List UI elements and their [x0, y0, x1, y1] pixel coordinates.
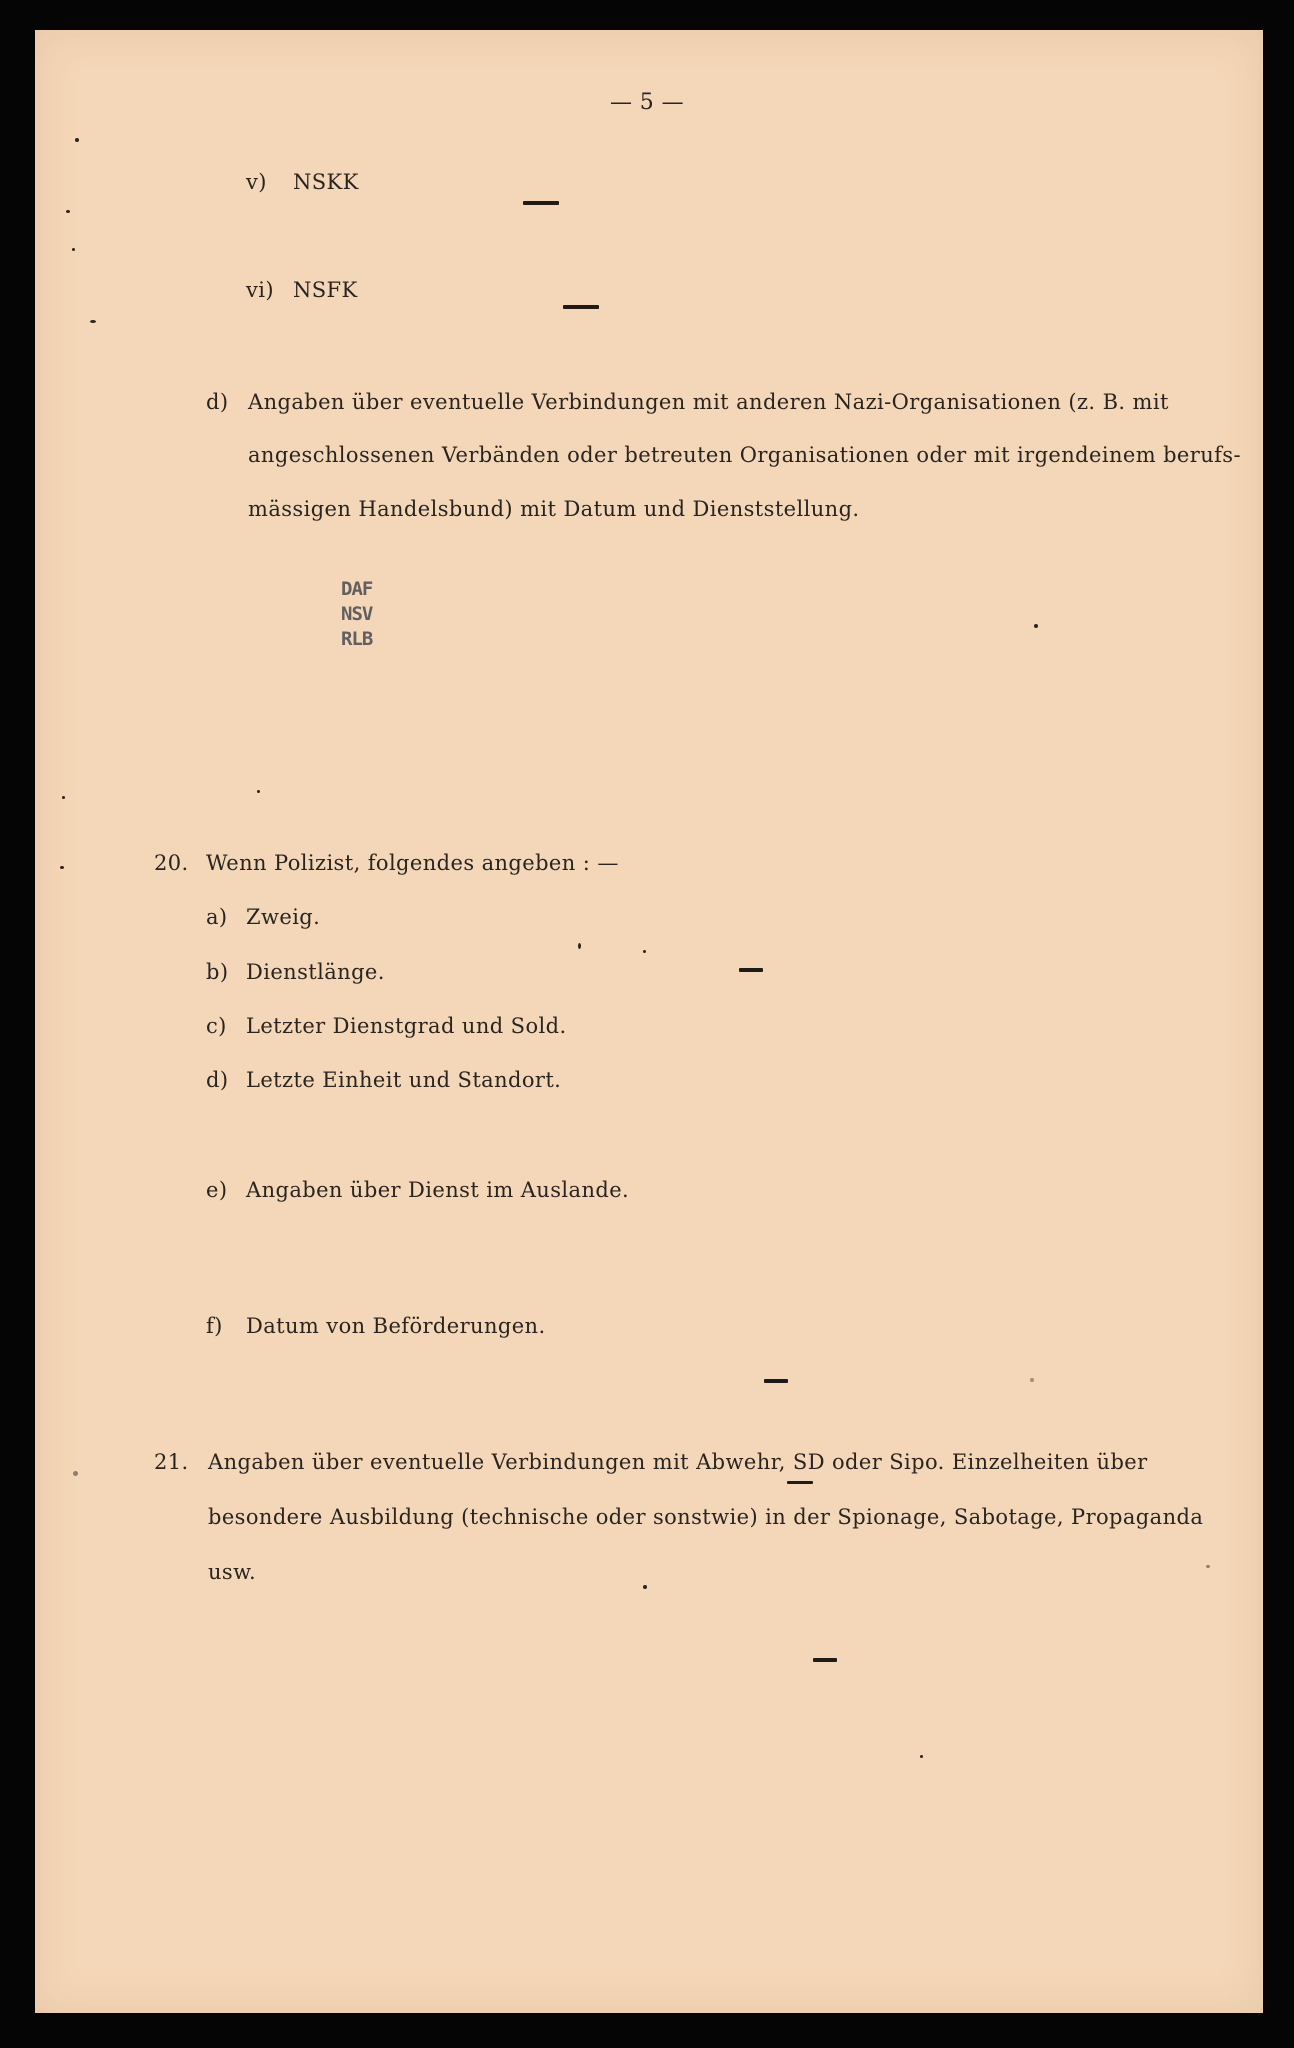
paper-speck [920, 1755, 923, 1758]
q20-item-a-text: Zweig. [246, 905, 321, 929]
paper-speck [1206, 1565, 1210, 1568]
q20-item-c-label: c) [206, 1014, 227, 1038]
stamped-answer-nsv: NSV [341, 603, 373, 625]
paper-speck [66, 210, 70, 213]
typed-dash-answer [764, 1379, 788, 1383]
q20-item-a-label: a) [206, 905, 228, 929]
q20-item-d-text: Letzte Einheit und Standort. [246, 1068, 562, 1092]
question-21-number: 21. [154, 1450, 189, 1474]
q20-item-b-label: b) [206, 960, 229, 984]
q20-item-c-text: Letzter Dienstgrad und Sold. [246, 1014, 567, 1038]
item-vi-text: NSFK [293, 278, 358, 302]
item-vi-label: vi) [246, 278, 274, 302]
paper-speck [643, 950, 646, 953]
paper-speck [257, 790, 260, 793]
item-d-line-3: mässigen Handelsbund) mit Datum und Dienststellung. [248, 497, 860, 521]
typed-dash-answer [523, 201, 559, 205]
paper-speck [578, 943, 581, 949]
item-d-line-2: angeschlossenen Verbänden oder betreuten Organisationen oder mit irgendeinem berufs- [248, 443, 1241, 467]
document-page [35, 30, 1263, 2013]
typed-dash-answer [787, 1481, 813, 1484]
stamped-answer-rlb: RLB [341, 628, 373, 650]
question-20-text: Wenn Polizist, folgendes angeben : — [206, 851, 619, 875]
question-20-number: 20. [154, 851, 189, 875]
page-number: — 5 — [610, 90, 684, 115]
typed-dash-answer [739, 968, 763, 972]
question-21-line-1: Angaben über eventuelle Verbindungen mit Abwehr, SD oder Sipo. Einzelheiten über [208, 1450, 1148, 1474]
question-21-line-3: usw. [208, 1560, 257, 1584]
q20-item-d-label: d) [206, 1068, 229, 1092]
item-v-label: v) [246, 170, 267, 194]
paper-speck [62, 796, 65, 799]
item-d-line-1: Angaben über eventuelle Verbindungen mit anderen Nazi-Organisationen (z. B. mit [248, 390, 1169, 414]
q20-item-f-label: f) [206, 1314, 223, 1338]
item-v-text: NSKK [293, 170, 359, 194]
item-d-label: d) [206, 390, 229, 414]
q20-item-e-label: e) [206, 1178, 228, 1202]
typed-dash-answer [813, 1658, 837, 1662]
stamped-answer-daf: DAF [341, 578, 373, 600]
typed-dash-answer [563, 305, 599, 309]
paper-speck [90, 320, 96, 323]
q20-item-e-text: Angaben über Dienst im Auslande. [246, 1178, 630, 1202]
q20-item-b-text: Dienstlänge. [246, 960, 385, 984]
q20-item-f-text: Datum von Beförderungen. [246, 1314, 546, 1338]
paper-speck [1030, 1378, 1034, 1382]
paper-speck [73, 1471, 78, 1476]
paper-speck [60, 866, 64, 869]
paper-speck [72, 248, 75, 251]
paper-speck [643, 1585, 647, 1589]
paper-speck [1034, 624, 1038, 628]
paper-speck [75, 138, 79, 142]
question-21-line-2: besondere Ausbildung (technische oder sonstwie) in der Spionage, Sabotage, Propaganda [208, 1505, 1204, 1529]
